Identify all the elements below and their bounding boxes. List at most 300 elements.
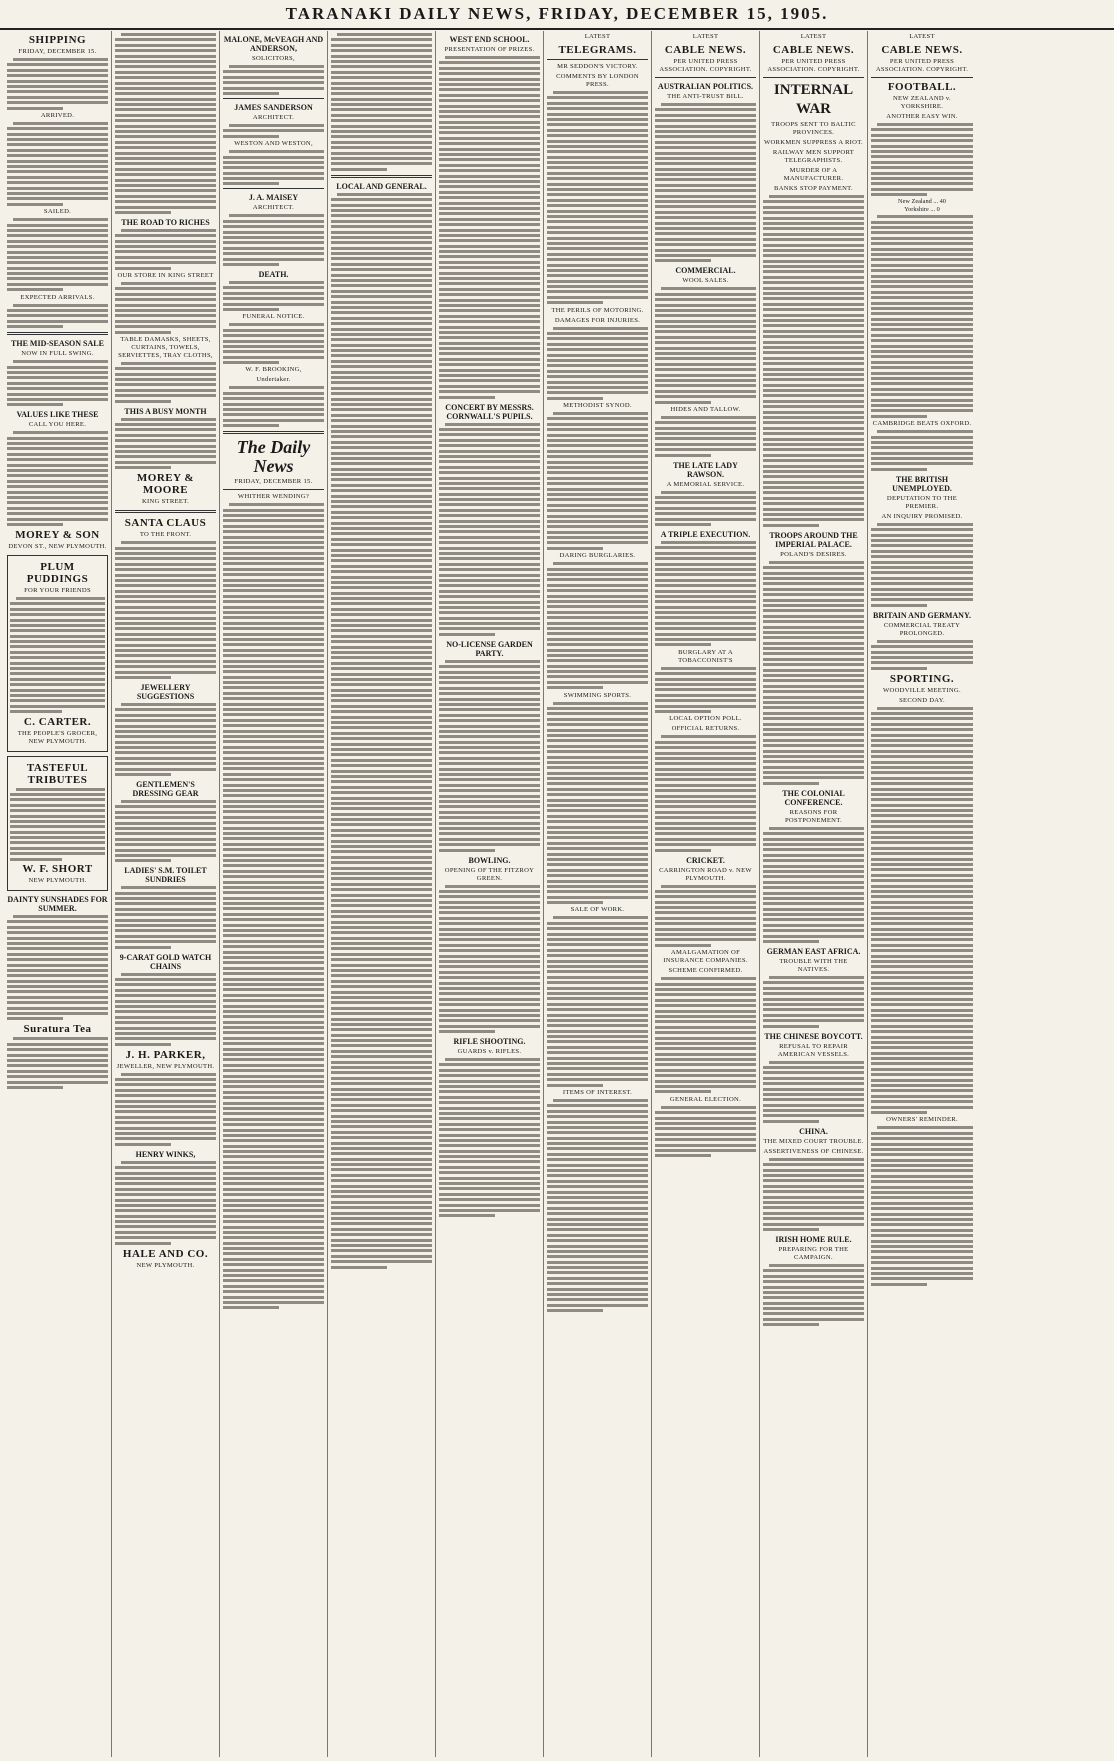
text-line (439, 843, 540, 846)
text-line (223, 1102, 324, 1105)
text-line (763, 432, 864, 435)
text-line (331, 511, 432, 514)
text-line (439, 949, 540, 952)
text-line (331, 1071, 432, 1074)
text-line (877, 215, 973, 218)
text-line (877, 523, 973, 526)
text-line (115, 913, 216, 916)
text-line (439, 379, 540, 382)
text-line (331, 328, 432, 331)
text-line (115, 832, 216, 835)
text-line (547, 1185, 648, 1188)
text-line (871, 134, 973, 137)
text-line (331, 608, 432, 611)
text-line (223, 746, 324, 749)
text-line (547, 847, 648, 850)
text-line (763, 238, 864, 241)
nz-york-heading: NEW ZEALAND v. YORKSHIRE. (892, 95, 952, 110)
motoring-text (547, 327, 648, 400)
text-line (331, 527, 432, 530)
text-line (763, 652, 864, 655)
text-line (331, 457, 432, 460)
text-line (223, 1231, 324, 1234)
text-line (763, 378, 864, 381)
text-line (331, 721, 432, 724)
text-line (871, 446, 973, 449)
text-line (763, 373, 864, 376)
text-line (115, 135, 216, 138)
text-line (439, 698, 540, 701)
text-line (439, 708, 540, 711)
text-line (439, 342, 540, 345)
text-line (871, 1089, 973, 1092)
gold-chains-text (115, 973, 216, 1046)
text-line (223, 660, 324, 663)
text-line (871, 998, 973, 1001)
text-line (439, 1204, 540, 1207)
text-line (763, 1223, 864, 1226)
text-line (223, 1058, 324, 1061)
text-line (115, 644, 216, 647)
text-line (331, 505, 432, 508)
text-line (7, 376, 108, 379)
text-line (655, 849, 711, 852)
text-line (7, 74, 108, 77)
text-line (331, 478, 432, 481)
text-line (331, 468, 432, 471)
text-line (7, 512, 108, 515)
text-line (439, 606, 540, 609)
text-line (871, 712, 973, 715)
table-damasks: TABLE DAMASKS, SHEETS, CURTAINS, TOWELS, SERVIETTES, TRAY CLOTHS, (118, 335, 213, 359)
road-riches-text (115, 229, 216, 270)
divider (223, 431, 324, 434)
text-line (871, 302, 973, 305)
text-line (763, 297, 864, 300)
columns (4, 31, 1110, 1757)
reasons-heading: REASONS FOR POSTPONEMENT. (784, 808, 843, 824)
text-line (115, 627, 216, 630)
text-line (871, 150, 973, 153)
text-line (547, 1147, 648, 1150)
internal-war-text (763, 195, 864, 527)
text-line (439, 611, 540, 614)
text-line (223, 220, 324, 223)
text-line (547, 455, 648, 458)
text-line (547, 595, 648, 598)
text-line (223, 611, 324, 614)
text-line (7, 403, 63, 406)
text-line (331, 1039, 432, 1042)
text-line (547, 1046, 648, 1049)
text-line (439, 218, 540, 221)
text-line (871, 1106, 973, 1109)
text-line (871, 1095, 973, 1098)
text-line (331, 284, 432, 287)
text-line (547, 461, 648, 464)
text-line (547, 745, 648, 748)
text-line (655, 838, 756, 841)
text-line (763, 782, 819, 785)
text-line (331, 168, 387, 171)
text-line (223, 1048, 324, 1051)
text-line (331, 495, 432, 498)
text-line (763, 588, 864, 591)
text-line (769, 827, 864, 830)
text-line (655, 1004, 756, 1007)
text-line (763, 620, 864, 623)
text-line (439, 676, 540, 679)
text-line (331, 554, 432, 557)
text-line (655, 643, 711, 646)
text-line (655, 421, 756, 424)
text-line (871, 863, 973, 866)
text-line (223, 784, 324, 787)
text-line (10, 619, 105, 622)
text-line (223, 1026, 324, 1029)
text-line (439, 832, 540, 835)
assertive-heading: ASSERTIVENESS OF CHINESE. (763, 1147, 864, 1155)
text-line (439, 1187, 540, 1190)
text-line (655, 314, 756, 317)
text-line (331, 1115, 432, 1118)
text-line (871, 744, 973, 747)
text-line (439, 385, 540, 388)
text-line (763, 940, 819, 943)
text-line (223, 392, 324, 395)
text-line (547, 166, 648, 169)
text-line (223, 297, 324, 300)
text-line (439, 955, 540, 958)
text-line (7, 101, 108, 104)
text-line (115, 1016, 216, 1019)
text-line (763, 1296, 864, 1299)
text-line (223, 907, 324, 910)
text-line (763, 324, 864, 327)
text-line (331, 1120, 432, 1123)
text-line (547, 1126, 648, 1129)
text-line (763, 615, 864, 618)
text-line (439, 568, 540, 571)
text-line (439, 234, 540, 237)
text-line (115, 455, 216, 458)
text-line (763, 1190, 864, 1193)
text-line (871, 1159, 973, 1162)
text-line (223, 1290, 324, 1293)
text-line (223, 334, 324, 337)
text-line (331, 651, 432, 654)
text-line (7, 393, 108, 396)
text-line (331, 430, 432, 433)
text-line (871, 1234, 973, 1237)
text-line (439, 309, 540, 312)
text-line (439, 773, 540, 776)
text-line (655, 1026, 756, 1029)
text-line (331, 780, 432, 783)
text-line (871, 388, 973, 391)
text-line (871, 852, 973, 855)
text-line (763, 1019, 864, 1022)
text-line (115, 309, 216, 312)
text-line (871, 944, 973, 947)
text-line (871, 1036, 973, 1039)
text-line (871, 667, 927, 670)
text-line (763, 308, 864, 311)
text-line (877, 1126, 973, 1129)
text-line (655, 616, 756, 619)
text-line (7, 1064, 108, 1067)
text-line (223, 562, 324, 565)
text-line (115, 108, 216, 111)
rifle-sub: GUARDS v. RIFLES. (457, 1048, 522, 1056)
text-line (223, 579, 324, 582)
text-line (115, 195, 216, 198)
text-line (331, 1239, 432, 1242)
text-line (115, 267, 171, 270)
text-line (223, 848, 324, 851)
cricket-text (655, 885, 756, 947)
text-line (547, 1084, 603, 1087)
text-line (115, 827, 216, 830)
text-line (763, 292, 864, 295)
text-line (655, 563, 756, 566)
text-line (553, 562, 648, 565)
text-line (655, 1154, 711, 1157)
text-line (763, 908, 864, 911)
text-line (655, 1133, 756, 1136)
text-line (115, 1032, 216, 1035)
column-7 (652, 31, 760, 1757)
text-line (763, 776, 864, 779)
jewellery-heading: JEWELLERY SUGGESTIONS (136, 682, 195, 701)
text-line (439, 223, 540, 226)
sunshades-heading: DAINTY SUNSHADES FOR SUMMER. (7, 895, 108, 914)
text-line (547, 584, 648, 587)
text-line (871, 1084, 973, 1087)
text-line (331, 629, 432, 632)
text-line (331, 225, 432, 228)
text-line (871, 577, 973, 580)
text-line (655, 119, 756, 122)
text-line (763, 766, 864, 769)
text-line (115, 1177, 216, 1180)
text-line (7, 920, 108, 923)
text-line (547, 391, 648, 394)
text-line (547, 247, 648, 250)
motoring-sub: DAMAGES FOR INJURIES. (554, 316, 641, 324)
text-line (331, 802, 432, 805)
text-line (331, 969, 432, 972)
morey-son: MOREY & SON (15, 528, 100, 541)
text-line (223, 859, 324, 862)
text-line (871, 912, 973, 915)
text-line (115, 98, 216, 101)
text-line (10, 798, 105, 801)
text-line (547, 183, 648, 186)
text-line (331, 295, 432, 298)
text-line (439, 266, 540, 269)
trouble-heading: TROUBLE WITH THE NATIVES. (779, 958, 848, 974)
text-line (331, 673, 432, 676)
text-line (871, 1240, 973, 1243)
text-line (10, 815, 105, 818)
text-line (331, 322, 432, 325)
text-line (121, 703, 216, 706)
text-line (871, 1111, 927, 1114)
text-line (547, 954, 648, 957)
text-line (547, 1024, 648, 1027)
text-line (547, 296, 648, 299)
gentlemens-text (115, 800, 216, 862)
text-line (439, 94, 540, 97)
text-line (655, 800, 756, 803)
text-line (115, 660, 216, 663)
text-line (763, 475, 864, 478)
text-line (10, 624, 105, 627)
text-line (439, 1198, 540, 1201)
text-line (547, 1277, 648, 1280)
text-line (331, 1061, 432, 1064)
swimming-heading: SWIMMING SPORTS. (563, 691, 632, 699)
text-line (547, 1078, 648, 1081)
burglary-tob-heading: BURGLARY AT A TOBACCONIST'S (678, 648, 733, 664)
maisey-text (223, 214, 324, 266)
text-line (331, 55, 432, 58)
text-line (115, 568, 216, 571)
text-line (871, 1046, 973, 1049)
text-line (547, 869, 648, 872)
text-line (10, 635, 105, 638)
text-line (115, 1037, 216, 1040)
text-line (331, 1147, 432, 1150)
text-line (655, 584, 756, 587)
text-line (655, 232, 756, 235)
text-line (871, 221, 973, 224)
text-line (115, 714, 216, 717)
text-line (10, 841, 105, 844)
text-line (223, 1112, 324, 1115)
local-option-heading: LOCAL OPTION POLL. (669, 715, 742, 723)
text-line (223, 778, 324, 781)
text-line (655, 330, 756, 333)
text-line (871, 960, 973, 963)
text-line (547, 1051, 648, 1054)
text-line (439, 1144, 540, 1147)
text-line (331, 1093, 432, 1096)
text-line (115, 725, 216, 728)
text-line (223, 886, 324, 889)
score-nz: New Zealand ... 40 (898, 198, 946, 206)
text-line (331, 829, 432, 832)
text-line (439, 811, 540, 814)
text-line (655, 135, 756, 138)
text-line (7, 1075, 108, 1078)
text-line (115, 762, 216, 765)
text-line (439, 1209, 540, 1212)
text-line (439, 965, 540, 968)
text-line (655, 822, 756, 825)
hale-name: HALE AND CO. (122, 1247, 209, 1260)
concert-text (439, 423, 540, 636)
text-line (115, 383, 216, 386)
text-line (115, 1215, 216, 1218)
busy-month-text (115, 418, 216, 470)
text-line (763, 1003, 864, 1006)
text-line (331, 114, 432, 117)
text-line (115, 55, 216, 58)
text-line (115, 87, 216, 90)
text-line (223, 1005, 324, 1008)
masthead: TARANAKI DAILY NEWS, FRIDAY, DECEMBER 15, 1905. (0, 0, 1114, 30)
text-line (223, 573, 324, 576)
text-line (871, 804, 973, 807)
text-line (331, 441, 432, 444)
text-line (547, 1104, 648, 1107)
carrington-heading: CARRINGTON ROAD v. NEW PLYMOUTH. (659, 866, 752, 882)
text-line (115, 378, 216, 381)
text-line (115, 240, 216, 243)
text-line (115, 622, 216, 625)
text-line (655, 173, 756, 176)
text-line (223, 794, 324, 797)
text-line (547, 370, 648, 373)
divider (7, 332, 108, 335)
text-line (547, 723, 648, 726)
text-line (115, 1089, 216, 1092)
text-line (763, 881, 864, 884)
text-line (439, 444, 540, 447)
text-line (763, 448, 864, 451)
text-line (763, 481, 864, 484)
text-line (871, 820, 973, 823)
text-line (439, 1123, 540, 1126)
text-line (871, 1196, 973, 1199)
text-line (547, 498, 648, 501)
text-line (763, 674, 864, 677)
text-line (655, 552, 756, 555)
text-line (439, 1074, 540, 1077)
text-line (223, 413, 324, 416)
text-line (871, 661, 973, 664)
text-line (115, 211, 171, 214)
carter-name: C. CARTER. (23, 715, 92, 728)
text-line (331, 656, 432, 659)
text-line (763, 1275, 864, 1278)
text-line (661, 103, 756, 106)
text-line (223, 303, 324, 306)
text-line (223, 940, 324, 943)
text-line (7, 958, 108, 961)
swimming-text (547, 702, 648, 904)
text-line (439, 148, 540, 151)
official-heading: OFFICIAL RETURNS. (671, 725, 740, 733)
text-line (229, 150, 324, 153)
text-line (10, 629, 105, 632)
text-line (439, 992, 540, 995)
text-line (223, 843, 324, 846)
text-line (871, 355, 973, 358)
divider (763, 77, 864, 78)
text-line (655, 432, 756, 435)
text-line (223, 286, 324, 289)
china-heading: CHINA. (799, 1126, 828, 1136)
text-line (871, 258, 973, 261)
burglaries-text (547, 562, 648, 689)
text-line (763, 992, 864, 995)
text-line (115, 741, 216, 744)
text-line (439, 460, 540, 463)
text-line (223, 403, 324, 406)
